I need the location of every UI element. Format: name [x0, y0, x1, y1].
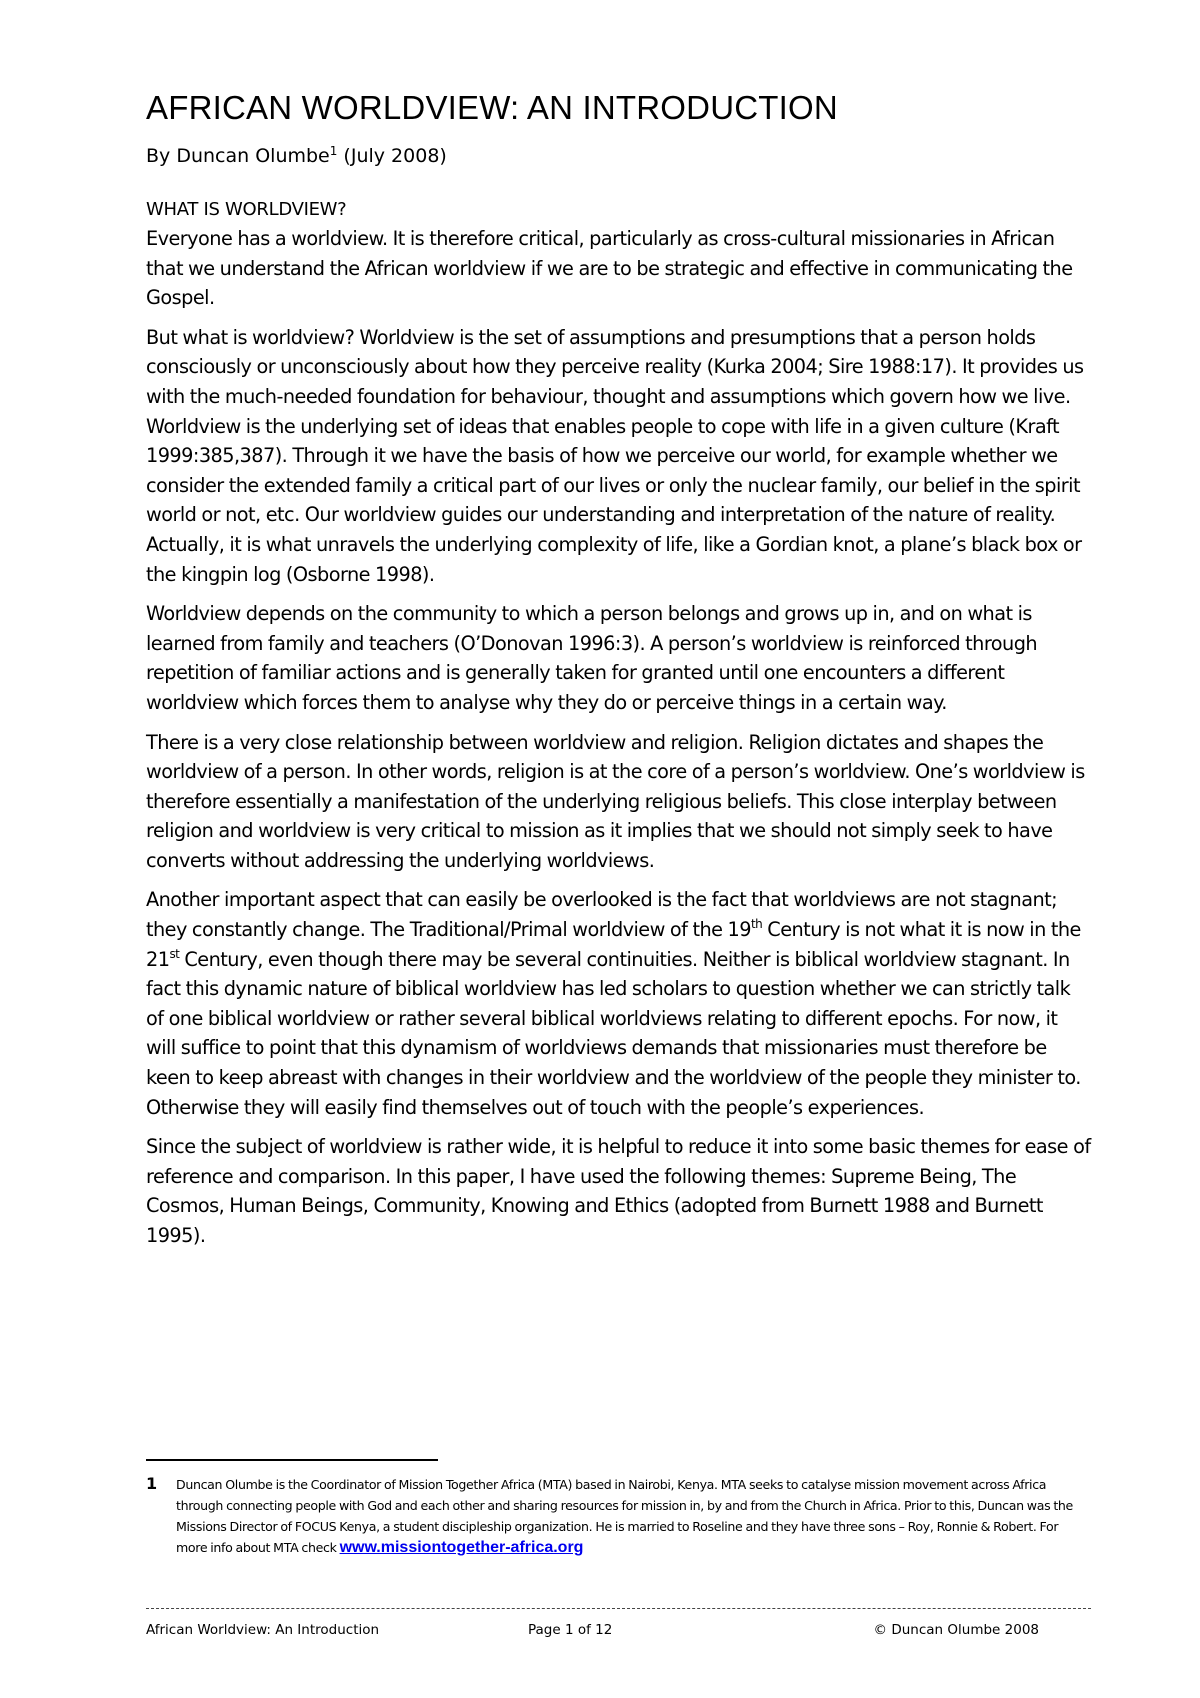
footnote-mark: 1	[146, 1474, 158, 1493]
document-title: AFRICAN WORLDVIEW: AN INTRODUCTION	[146, 89, 838, 126]
byline-date: (July 2008)	[337, 145, 447, 167]
footer-page-number: Page 1 of 12	[528, 1622, 613, 1638]
paragraph-4: There is a very close relationship between worldview and religion. Religion dictates and shapes the worldview of a person. In other words, religion is at the core of a person’s worldview. One’s worldview is therefore essentially a manifestation of the underlying religious beliefs. This close interplay between religion and worldview is very critical to mission as it implies that we should not simply seek to have converts without addressing the underlying worldviews.	[146, 730, 1085, 872]
paragraph-6: Since the subject of worldview is rather wide, it is helpful to reduce it into some basic themes for ease of reference and comparison. In this paper, I have used the following themes: Supreme Being, The Cosmos, Human Beings, Community, Knowing and Ethics (adopted from Burnett 1988 and Burnett 1995).	[146, 1135, 1091, 1247]
footer-copyright: © Duncan Olumbe 2008	[873, 1622, 1039, 1638]
paragraph-5-part-b: Century is not what it is now in the 21	[146, 918, 1081, 971]
section-heading: WHAT IS WORLDVIEW?	[146, 199, 347, 220]
footnote-text: Duncan Olumbe is the Coordinator of Mission Together Africa (MTA) based in Nairobi, Kenya. MTA seeks to catalyse mission movement across Africa through connecting people with God and each other and sharing resources for mission in, by and from the Church in Africa. Prior to this, Duncan was the Missions Director of FOCUS Kenya, a student discipleship organization. He is married to Roseline and they have three sons – Roy, Ronnie & Robert. For more info about MTA check	[176, 1477, 1073, 1555]
footnote	[146, 1474, 1091, 1558]
footnote-text-block	[176, 1474, 1091, 1558]
superscript-st: st	[169, 946, 180, 961]
footer-document-title: African Worldview: An Introduction	[146, 1622, 380, 1638]
mta-website-link[interactable]: www.missiontogether-africa.org	[339, 1539, 584, 1556]
footnote-reference: 1	[329, 144, 338, 158]
paragraph-5-part-a: Another important aspect that can easily be overlooked is the fact that worldviews are not stagnant; they constantly change. The Traditional/Primal worldview of the 19	[146, 888, 1058, 942]
byline	[146, 142, 1091, 170]
paragraph-5	[146, 885, 1091, 1122]
paragraph-3: Worldview depends on the community to which a person belongs and grows up in, and on what is learned from family and teachers (O’Donovan 1996:3). A person’s worldview is reinforced through repetition of familiar actions and is generally taken for granted until one encounters a different worldview which forces them to analyse why they do or perceive things in a certain way.	[146, 602, 1038, 714]
paragraph-1: Everyone has a worldview. It is therefore critical, particularly as cross-cultural missionaries in African that we understand the African worldview if we are to be strategic and effective in communicating the Gospel.	[146, 227, 1073, 310]
superscript-th: th	[750, 917, 763, 932]
footer-separator	[146, 1608, 1091, 1609]
footnote-separator	[146, 1459, 438, 1461]
document-body	[146, 84, 1091, 1261]
paragraph-5-part-c: Century, even though there may be several continuities. Neither is biblical worldview stagnant. In fact this dynamic nature of biblical worldview has led scholars to question whether we can strictly talk of one biblical worldview or rather several biblical worldviews relating to different epochs. For now, it will suffice to point that this dynamism of worldviews demands that missionaries must therefore be keen to keep abreast with changes in their worldview and the worldview of the people they minister to. Otherwise they will easily find themselves out of touch with the people’s experiences.	[146, 947, 1081, 1119]
byline-author: By Duncan Olumbe	[146, 145, 330, 167]
paragraph-2: But what is worldview? Worldview is the set of assumptions and presumptions that a person holds consciously or unconsciously about how they perceive reality (Kurka 2004; Sire 1988:17). It provides us with the much-needed foundation for behaviour, thought and assumptions which govern how we live. Worldview is the underlying set of ideas that enables people to cope with life in a given culture (Kraft 1999:385,387). Through it we have the basis of how we perceive our world, for example whether we consider the extended family a critical part of our lives or only the nuclear family, our belief in the spirit world or not, etc. Our worldview guides our understanding and interpretation of the nature of reality. Actually, it is what unravels the underlying complexity of life, like a Gordian knot, a plane’s black box or the kingpin log (Osborne 1998).	[146, 325, 1084, 586]
page-footer	[146, 1619, 1091, 1641]
